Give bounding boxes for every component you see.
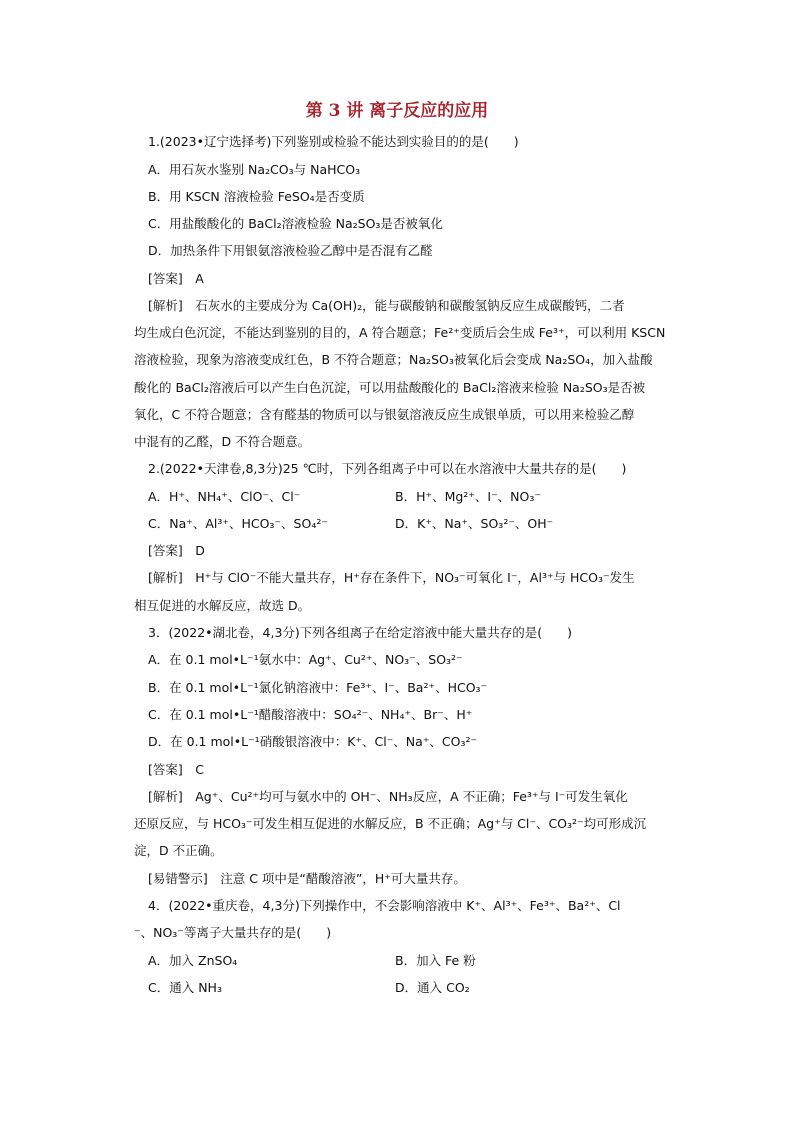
q2-exp1: [解析] H⁺与 ClO⁻不能大量共存，H⁺存在条件下，NO₃⁻可氧化 I⁻，Al³⁺与 HCO₃⁻发生 <box>148 570 635 585</box>
q1-exp3: 溶液检验，现象为溶液变成红色，B 不符合题意；Na₂SO₃被氧化后会变成 Na₂SO₄，加入盐酸 <box>134 352 653 367</box>
q3-exp1: [解析] Ag⁺、Cu²⁺均可与氨水中的 OH⁻、NH₃反应，A 不正确；Fe³⁺与 I⁻可发生氧化 <box>148 789 628 804</box>
q1-exp5: 氧化，C 不符合题意；含有醛基的物质可以与银氨溶液反应生成银单质，可以用来检验乙醇 <box>134 407 635 422</box>
q3-b: B．在 0.1 mol•L⁻¹氯化钠溶液中：Fe³⁺、I⁻、Ba²⁺、HCO₃⁻ <box>148 680 488 695</box>
q2-exp2: 相互促进的水解反应，故选 D。 <box>134 598 311 613</box>
q3-exp2: 还原反应，与 HCO₃⁻可发生相互促进的水解反应，B 不正确；Ag⁺与 Cl⁻、CO₃²⁻均可形成沉 <box>134 816 647 831</box>
q3-c: C．在 0.1 mol•L⁻¹醋酸溶液中：SO₄²⁻、NH₄⁺、Br⁻、H⁺ <box>148 707 473 722</box>
q4-stem2: ⁻、NO₃⁻等离子大量共存的是( ) <box>134 925 332 940</box>
q1-exp2: 均生成白色沉淀，不能达到鉴别的目的，A 符合题意；Fe²⁺变质后会生成 Fe³⁺，可以利用 KSCN <box>134 325 666 340</box>
q1-stem: 1.(2023•辽宁选择考)下列鉴别或检验不能达到实验目的的是( ) <box>148 134 519 149</box>
q1-exp1: [解析] 石灰水的主要成分为 Ca(OH)₂，能与碳酸钠和碳酸氢钠反应生成碳酸钙，二者 <box>148 298 625 313</box>
q3-stem: 3．(2022•湖北卷，4,3分)下列各组离子在给定溶液中能大量共存的是( ) <box>148 625 573 640</box>
q1-d: D．加热条件下用银氨溶液检验乙醇中是否混有乙醛 <box>148 243 433 258</box>
q2-d: D．K⁺、Na⁺、SO₃²⁻、OH⁻ <box>395 516 554 531</box>
q2-a: A．H⁺、NH₄⁺、ClO⁻、Cl⁻ <box>148 489 301 504</box>
q1-ans: [答案] A <box>148 271 204 286</box>
q3-exp3: 淀，D 不正确。 <box>134 843 223 858</box>
q1-exp6: 中混有的乙醛，D 不符合题意。 <box>134 434 311 449</box>
q4-d: D．通入 CO₂ <box>395 980 470 995</box>
q1-b: B．用 KSCN 溶液检验 FeSO₄是否变质 <box>148 189 365 204</box>
q2-stem: 2.(2022•天津卷,8,3分)25 ℃时，下列各组离子中可以在水溶液中大量共存的是( ) <box>148 461 627 476</box>
q3-d: D．在 0.1 mol•L⁻¹硝酸银溶液中：K⁺、Cl⁻、Na⁺、CO₃²⁻ <box>148 734 478 749</box>
q4-stem1: 4．(2022•重庆卷，4,3分)下列操作中，不会影响溶液中 K⁺、Al³⁺、Fe³⁺、Ba²⁺、Cl <box>148 898 621 913</box>
q2-c: C．Na⁺、Al³⁺、HCO₃⁻、SO₄²⁻ <box>148 516 328 531</box>
q2-b: B．H⁺、Mg²⁺、I⁻、NO₃⁻ <box>395 489 541 504</box>
q1-c: C．用盐酸酸化的 BaCl₂溶液检验 Na₂SO₃是否被氧化 <box>148 216 443 231</box>
q3-ans: [答案] C <box>148 762 204 777</box>
q1-a: A．用石灰水鉴别 Na₂CO₃与 NaHCO₃ <box>148 162 361 177</box>
q4-c: C．通入 NH₃ <box>148 980 222 995</box>
q4-a: A．加入 ZnSO₄ <box>148 953 238 968</box>
q4-b: B．加入 Fe 粉 <box>395 953 476 968</box>
q2-ans: [答案] D <box>148 543 205 558</box>
q1-exp4: 酸化的 BaCl₂溶液后可以产生白色沉淀，可以用盐酸酸化的 BaCl₂溶液来检验 Na₂SO₃是否被 <box>134 380 646 395</box>
q3-a: A．在 0.1 mol•L⁻¹氨水中：Ag⁺、Cu²⁺、NO₃⁻、SO₃²⁻ <box>148 652 463 667</box>
q3-tip: [易错警示] 注意 C 项中是“醋酸溶液”，H⁺可大量共存。 <box>148 871 466 886</box>
page-title: 第 3 讲 离子反应的应用 <box>305 101 489 121</box>
